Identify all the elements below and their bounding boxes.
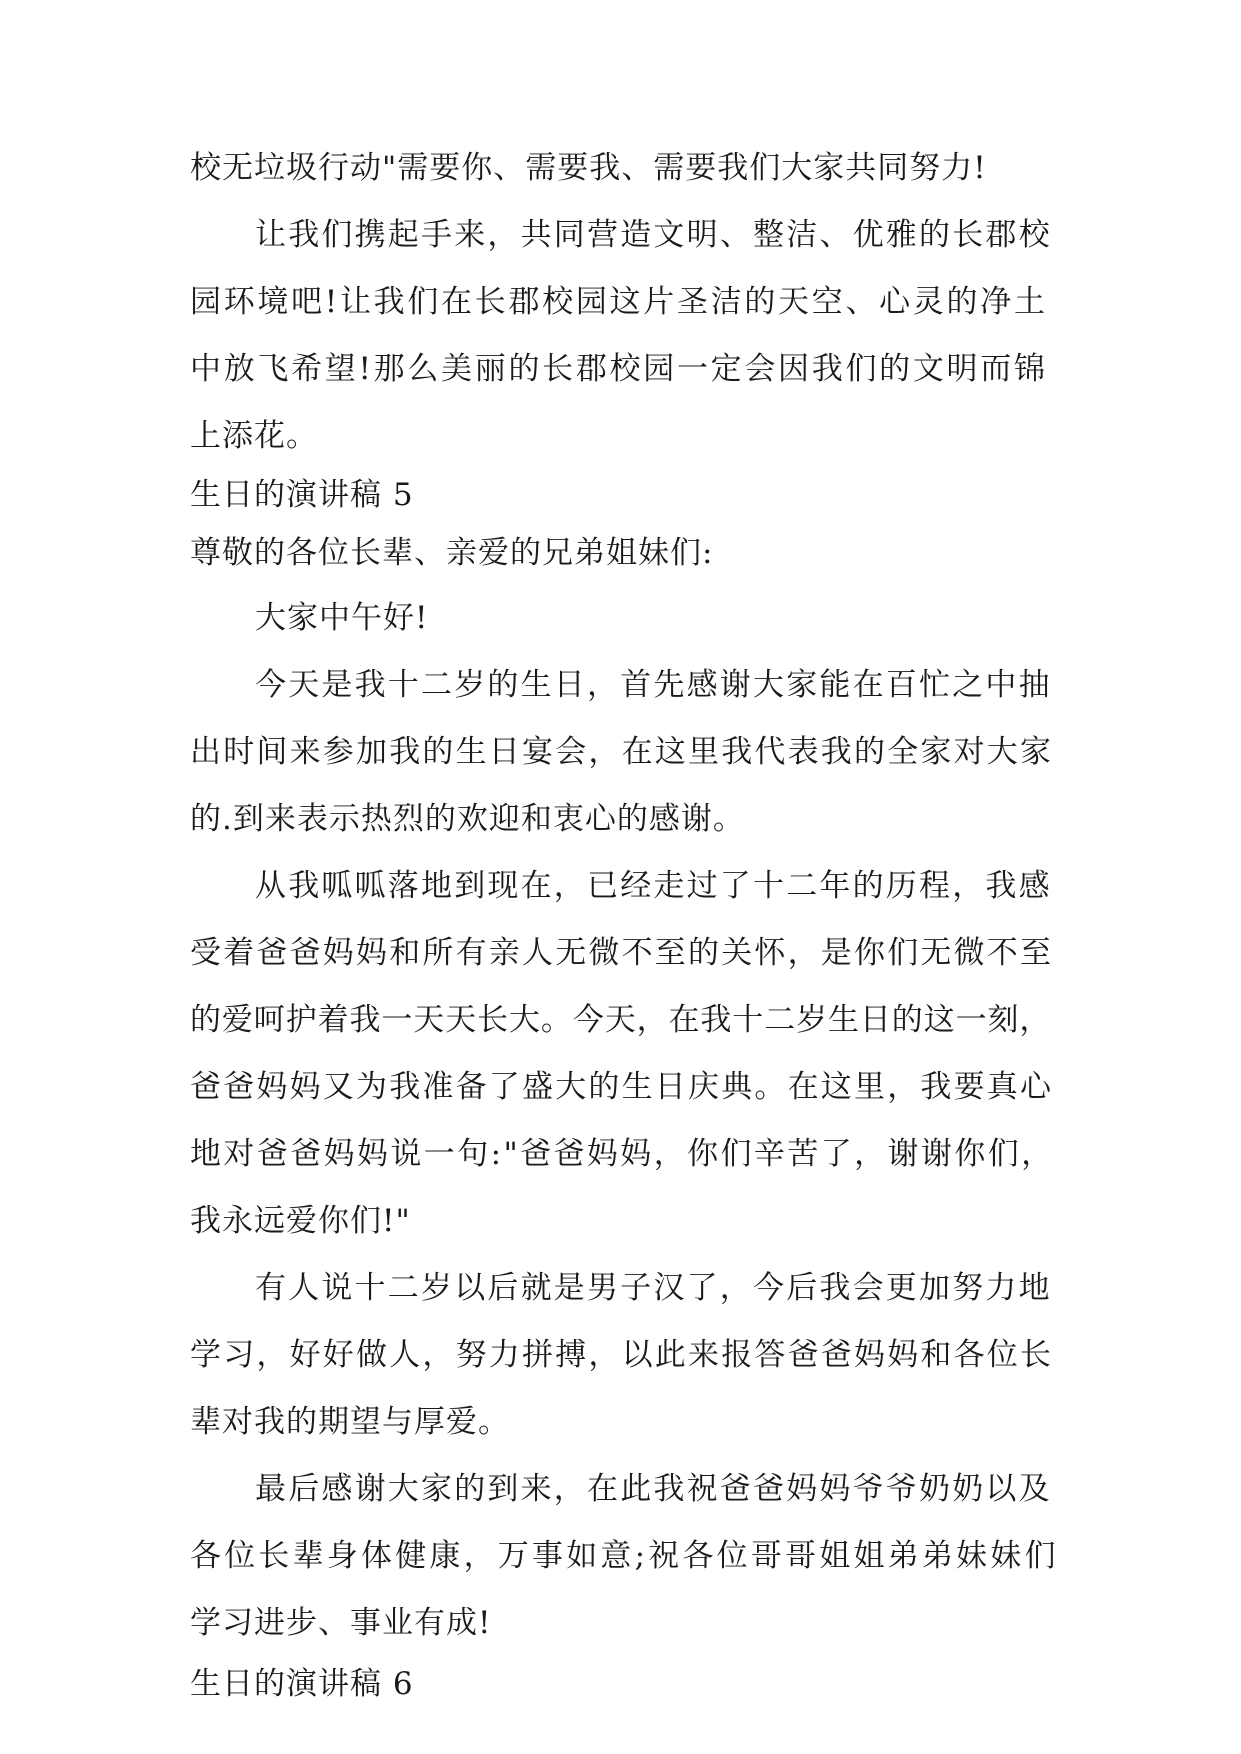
paragraph-line: 从我呱呱落地到现在，已经走过了十二年的历程，我感 [255,868,1052,904]
paragraph-line: 学习，好好做人，努力拼搏，以此来报答爸爸妈妈和各位长 [190,1337,1054,1373]
paragraph-line: 辈对我的期望与厚爱。 [190,1404,510,1440]
paragraph-line: 中放飞希望!那么美丽的长郡校园一定会因我们的文明而锦 [190,351,1048,387]
paragraph-line: 园环境吧!让我们在长郡校园这片圣洁的天空、心灵的净土 [190,284,1048,320]
paragraph-line: 爸爸妈妈又为我准备了盛大的生日庆典。在这里，我要真心 [190,1069,1054,1105]
paragraph-line: 的爱呵护着我一天天长大。今天，在我十二岁生日的这一刻， [190,1002,1052,1038]
paragraph-line: 校无垃圾行动"需要你、需要我、需要我们大家共同努力! [190,150,987,186]
paragraph-line: 地对爸爸妈妈说一句:"爸爸妈妈，你们辛苦了，谢谢你们， [190,1136,1055,1172]
paragraph-line: 我永远爱你们!" [190,1203,411,1239]
salutation-line: 尊敬的各位长辈、亲爱的兄弟姐妹们: [190,535,714,571]
paragraph-line: 有人说十二岁以后就是男子汉了，今后我会更加努力地 [255,1270,1052,1306]
paragraph-line: 今天是我十二岁的生日，首先感谢大家能在百忙之中抽 [255,667,1052,703]
paragraph-line: 受着爸爸妈妈和所有亲人无微不至的关怀，是你们无微不至 [190,935,1054,971]
paragraph-line: 学习进步、事业有成! [190,1605,492,1641]
paragraph-line: 各位长辈身体健康，万事如意;祝各位哥哥姐姐弟弟妹妹们 [190,1538,1059,1574]
paragraph-line: 大家中午好! [255,600,429,636]
paragraph-line: 出时间来参加我的生日宴会，在这里我代表我的全家对大家 [190,734,1054,770]
section-heading: 生日的演讲稿 6 [190,1666,414,1702]
paragraph-line: 上添花。 [190,418,318,454]
paragraph-line: 最后感谢大家的到来，在此我祝爸爸妈妈爷爷奶奶以及 [255,1471,1052,1507]
paragraph-line: 让我们携起手来，共同营造文明、整洁、优雅的长郡校 [255,217,1052,253]
section-heading: 生日的演讲稿 5 [190,477,414,513]
paragraph-line: 的.到来表示热烈的欢迎和衷心的感谢。 [190,801,745,837]
